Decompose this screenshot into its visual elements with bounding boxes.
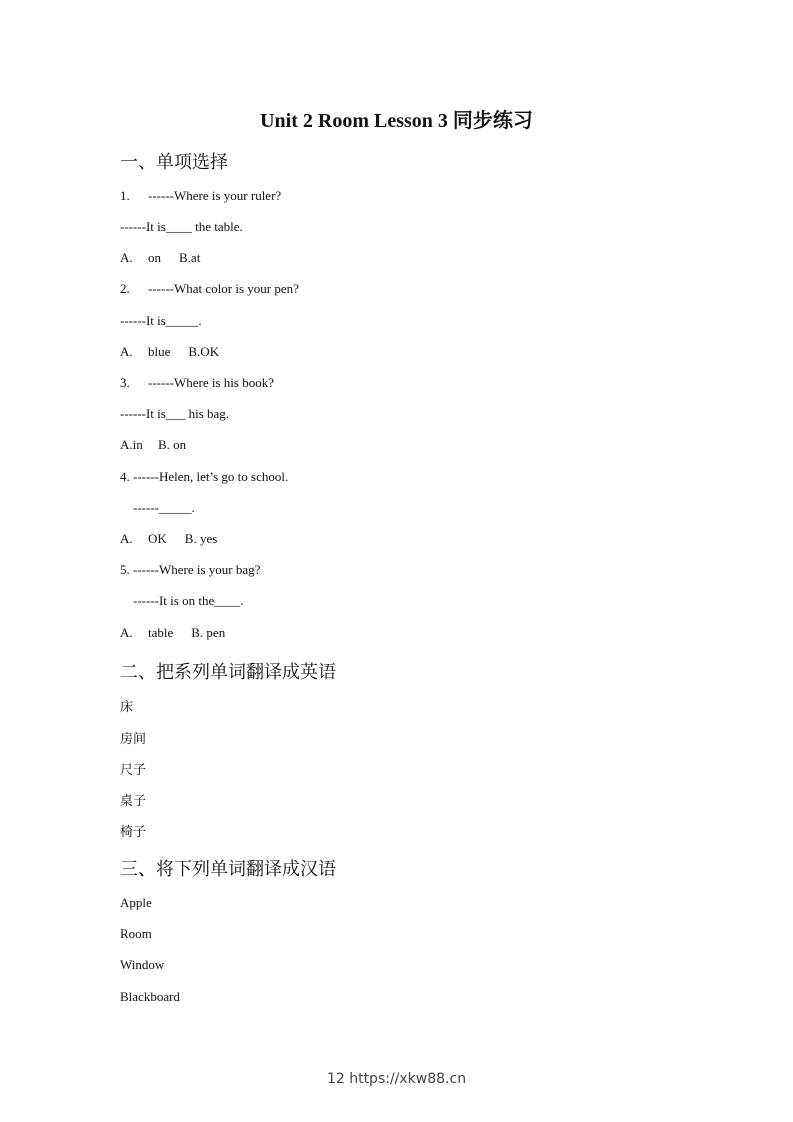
option-a-label: A. xyxy=(120,344,133,359)
word-item: 桌子 xyxy=(120,794,147,809)
page-footer: 12 https://xkw88.cn xyxy=(326,1071,467,1087)
section-heading-translate-to-chinese: 三、将下列单词翻译成汉语 xyxy=(120,859,336,880)
question-number: 2. xyxy=(120,281,130,296)
question-4-line-1: 4. ------Helen, let’s go to school. xyxy=(120,469,289,484)
question-4-line-2: ------_____. xyxy=(133,500,195,515)
question-text: ------Where is his book? xyxy=(148,375,274,390)
page-title: Unit 2 Room Lesson 3 同步练习 xyxy=(260,110,533,132)
word-item: Blackboard xyxy=(120,989,180,1004)
question-5-line-2: ------It is on the____. xyxy=(133,593,244,608)
question-2-line-2: ------It is_____. xyxy=(120,313,202,328)
option-a-text: table xyxy=(148,625,174,640)
question-5-options xyxy=(120,625,225,641)
section-heading-choice: 一、单项选择 xyxy=(120,152,228,173)
word-item: Room xyxy=(120,926,152,941)
question-5-line-1: 5. ------Where is your bag? xyxy=(120,562,261,577)
word-item: 房间 xyxy=(120,732,147,747)
question-number: 1. xyxy=(120,188,130,203)
option-b-text: B. on xyxy=(158,437,187,452)
question-1-options xyxy=(120,250,200,266)
option-a-text: on xyxy=(148,250,161,265)
section-heading-translate-to-english: 二、把系列单词翻译成英语 xyxy=(120,662,336,683)
option-b-text: B.at xyxy=(179,250,201,265)
option-a-label: A. xyxy=(120,625,133,640)
option-b-text: B. pen xyxy=(191,625,226,640)
question-text: ------What color is your pen? xyxy=(148,281,299,296)
option-a-text: OK xyxy=(148,531,167,546)
question-text: ------Where is your ruler? xyxy=(148,188,282,203)
option-a-label: A. xyxy=(120,531,133,546)
question-2-line-1 xyxy=(120,281,299,297)
option-a-label: A. xyxy=(120,250,133,265)
word-item: 尺子 xyxy=(120,763,147,778)
question-number: 3. xyxy=(120,375,130,390)
word-item: 椅子 xyxy=(120,825,147,840)
option-b-text: B. yes xyxy=(184,531,218,546)
word-item: Apple xyxy=(120,895,152,910)
question-4-options xyxy=(120,531,217,547)
question-1-line-1 xyxy=(120,188,281,204)
question-2-options xyxy=(120,344,219,360)
question-3-line-1 xyxy=(120,375,274,391)
word-item: Window xyxy=(120,957,165,972)
question-3-line-2: ------It is___ his bag. xyxy=(120,406,230,421)
question-1-line-2: ------It is____ the table. xyxy=(120,219,243,234)
word-item: 床 xyxy=(120,700,134,715)
option-b-text: B.OK xyxy=(188,344,220,359)
option-a-text: blue xyxy=(148,344,171,359)
question-3-options xyxy=(120,437,186,453)
option-a-label: A.in xyxy=(120,437,143,452)
